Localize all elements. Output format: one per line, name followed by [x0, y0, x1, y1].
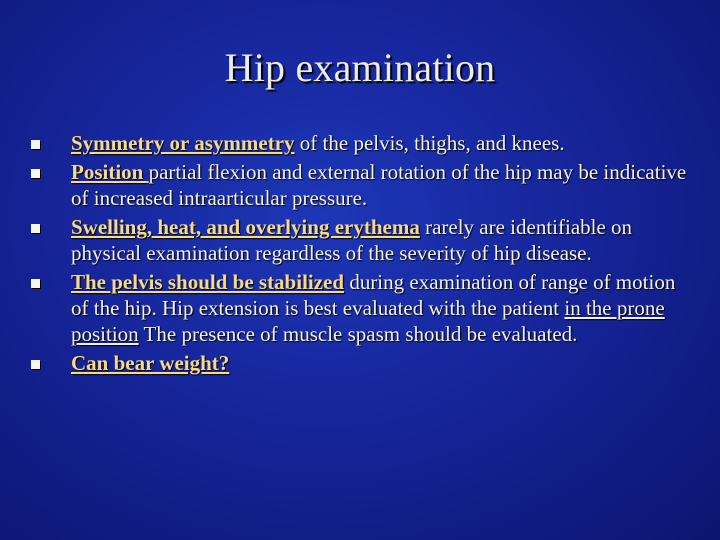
bullet-text: of the pelvis, thighs, and knees.: [294, 131, 565, 155]
square-bullet-icon: [31, 360, 40, 369]
bullet-list: [28, 130, 698, 379]
bullet-item-position: [28, 159, 698, 211]
bullet-highlight: Position: [71, 160, 149, 184]
bullet-text: during examination of range of motion of the hip. Hip extension is best evaluated with the patient: [71, 270, 676, 320]
square-bullet-icon: [31, 279, 40, 288]
bullet-highlight: Can bear weight?: [71, 351, 230, 375]
bullet-item-swelling: [28, 214, 698, 266]
bullet-text: partial flexion and external rotation of the hip may be indicative of increased intraarticular pressure.: [71, 160, 687, 210]
bullet-text: The presence of muscle spasm should be evaluated.: [138, 322, 578, 346]
square-bullet-icon: [31, 169, 40, 178]
bullet-item-pelvis: [28, 269, 698, 347]
underlined-text: in the prone position: [71, 296, 665, 346]
bullet-highlight: Swelling, heat, and overlying erythema: [71, 215, 420, 239]
bullet-item-symmetry: [28, 130, 698, 156]
bullet-item-weight: [28, 350, 698, 376]
slide-title: Hip examination: [224, 45, 496, 90]
bullet-highlight: Symmetry or asymmetry: [71, 131, 295, 155]
square-bullet-icon: [31, 224, 40, 233]
bullet-highlight: The pelvis should be stabilized: [71, 270, 345, 294]
square-bullet-icon: [31, 140, 40, 149]
bullet-text: rarely are identifiable on physical examination regardless of the severity of hip disease.: [71, 215, 633, 265]
